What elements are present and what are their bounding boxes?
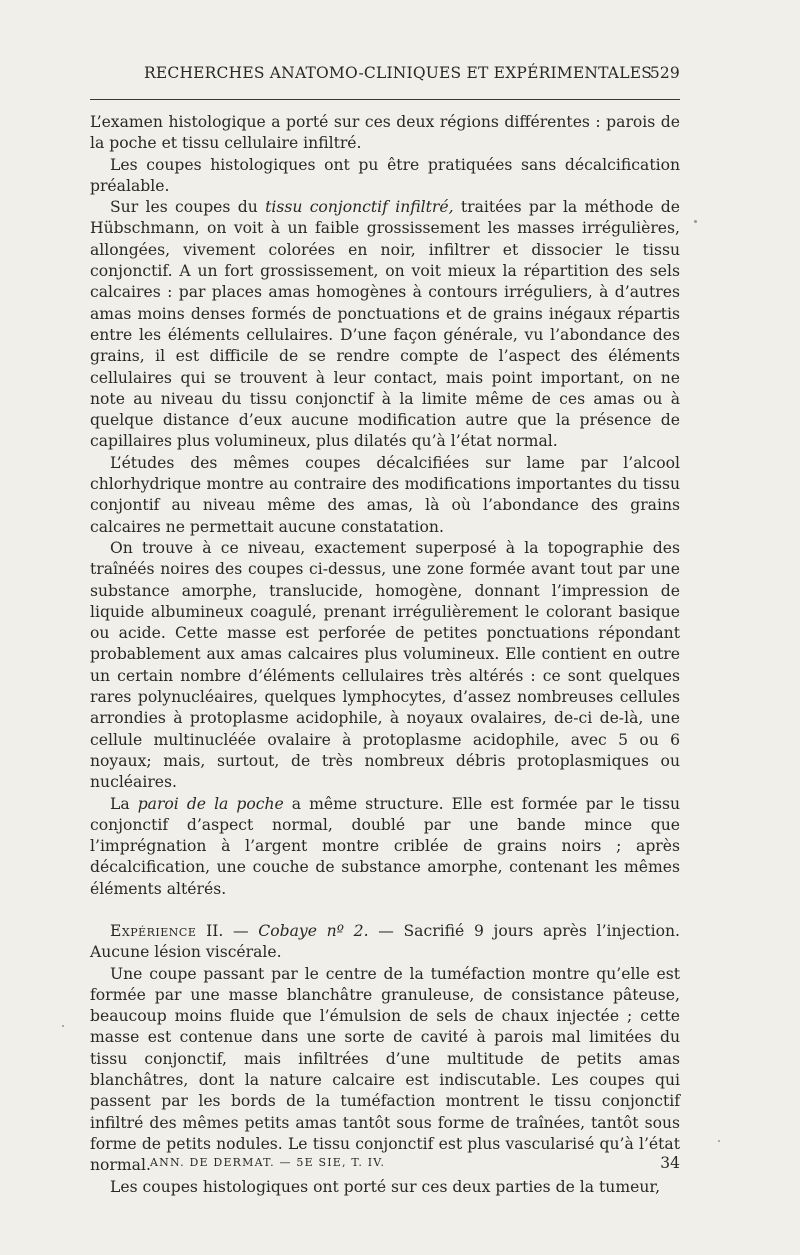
paragraph: L’études des mêmes coupes décalcifiées sur lame par l’alcool chlorhydrique montre au contraire des modifications importantes du tissu conjontif au niveau même des amas, là où l’abondance des grains calcaires ne permettait aucune constatation.	[90, 453, 680, 536]
running-title: RECHERCHES ANATOMO-CLINIQUES ET EXPÉRIMENTALES	[144, 64, 653, 82]
header-rule	[90, 99, 680, 100]
experiment-subject: Cobaye nº 2.	[258, 921, 369, 940]
paper-speck	[62, 1025, 64, 1027]
emphasis-text: tissu conjonctif infiltré,	[265, 198, 454, 217]
experiment-numeral: II.	[206, 921, 224, 940]
paragraph-text: La	[110, 794, 138, 813]
paper-speck	[694, 220, 697, 223]
page-footer	[90, 1156, 680, 1176]
experiment-heading	[90, 921, 680, 964]
experiment-summary: — Sacrifié 9 jours après l’injection. Aucune lésion viscérale.	[90, 921, 680, 962]
page-number: 529	[649, 64, 680, 82]
experiment-label: Expérience	[110, 921, 197, 940]
paragraph-text: traitées par la méthode de Hübschmann, on voit à un faible grossissement les masses irrégulières, allongées, vivement colorées en noir, infiltrer et dissocier le tissu conjonctif. A un fort grossissement, on voit mieux la répartition des sels calcaires : par places amas homogènes à contours irréguliers, à d’autres amas moins denses formés de ponctuations et de grains inégaux répartis entre les éléments cellulaires. D’une façon générale, vu l’abondance des grains, il est difficile de se rendre compte de l’aspect des éléments cellulaires qui se trouvent à leur contact, mais point important, on ne note au niveau du tissu conjonctif à la limite même de ces amas ou à quelque distance d’eux aucune modification autre que la présence de capillaires plus volumineux, plus dilatés qu’à l’état normal.	[90, 198, 680, 451]
paragraph: Les coupes histologiques ont porté sur ces deux parties de la tumeur,	[110, 1177, 661, 1196]
emphasis-text: paroi de la poche	[137, 794, 284, 813]
body-text	[90, 112, 680, 1198]
paragraph	[90, 197, 680, 453]
paragraph-text: Sur les coupes du	[110, 198, 266, 217]
paper-speck	[718, 1140, 720, 1142]
paragraph	[90, 794, 680, 900]
paragraph: Une coupe passant par le centre de la tuméfaction montre qu’elle est formée par une masse blanchâtre granuleuse, de consistance pâteuse, beaucoup moins fluide que l’émulsion de sels de chaux injectée ; cette masse est contenue dans une sorte de cavité à parois mal limitées du tissu conjonctif, mais infiltrées d’une multitude de petits amas blanchâtres, dont la nature calcaire est indiscutable. Les coupes qui passent par les bords de la tuméfaction montrent le tissu conjonctif infiltré des mêmes petits amas tantôt sous forme de traînées, tantôt sous forme de petits nodules. Le tissu conjonctif est plus vascularisé qu’à l’état normal.	[90, 964, 680, 1175]
signature-mark: 34	[660, 1154, 680, 1172]
paragraph-text: a même structure. Elle est formée par le tissu conjonctif d’aspect normal, doublé par une bande mince que l’imprégnation à l’argent montre criblée de grains noirs ; après décalcification, une couche de substance amorphe, contenant les mêmes éléments altérés.	[90, 794, 681, 898]
running-header	[90, 64, 680, 92]
heading-dash: —	[223, 921, 259, 940]
paragraph: On trouve à ce niveau, exactement superposé à la topographie des traînéés noires des coupes ci-dessus, une zone formée avant tout par une substance amorphe, translucide, homogène, donnant l’impression de liquide albumineux coagulé, prenant irrégulièrement le colorant basique ou acide. Cette masse est perforée de petites ponctuations répondant probablement aux amas calcaires plus volumineux. Elle contient en outre un certain nombre d’éléments cellulaires très altérés : ce sont quelques rares polynucléaires, quelques lymphocytes, d’assez nombreuses cellules arrondies à protoplasme acidophile, à noyaux ovalaires, de-ci de-là, une cellule multinucléée ovalaire à protoplasme acidophile, avec 5 ou 6 noyaux; mais, surtout, de très nombreux débris protoplasmiques ou nucléaires.	[90, 538, 680, 792]
paragraph: L’examen histologique a porté sur ces deux régions différentes : parois de la poche et tissu cellulaire infiltré.	[90, 113, 680, 153]
journal-reference: ANN. DE DERMAT. — 5E SIE, T. IV.	[150, 1156, 386, 1169]
paragraph: Les coupes histologiques ont pu être pratiquées sans décalcification préalable.	[90, 155, 680, 195]
